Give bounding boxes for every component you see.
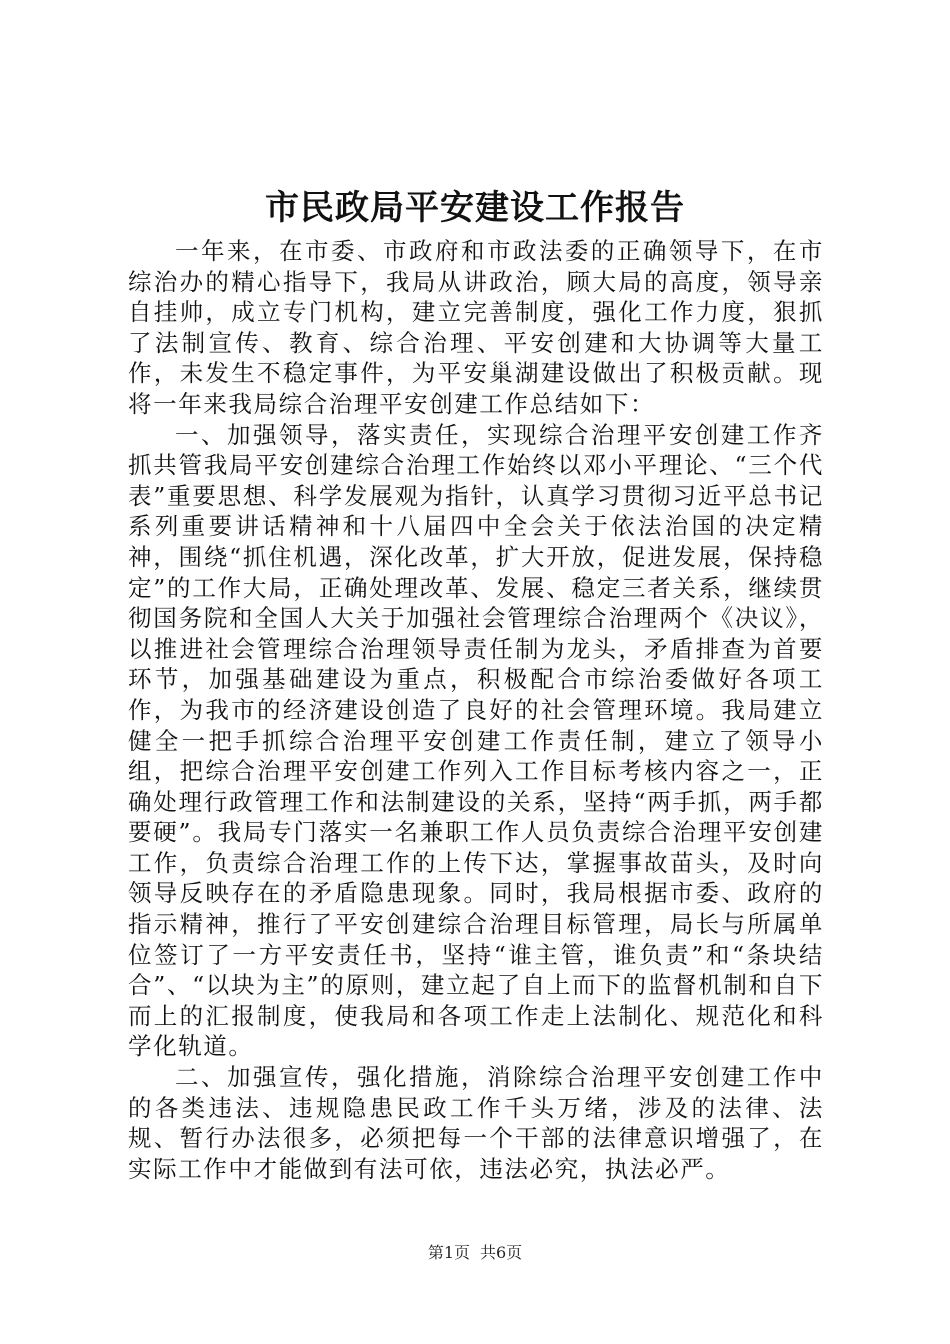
document-title: 市民政局平安建设工作报告 bbox=[265, 188, 685, 228]
document-body bbox=[128, 236, 824, 1184]
page-number: 第1页 bbox=[427, 1243, 470, 1262]
paragraph-intro: 一年来，在市委、市政府和市政法委的正确领导下，在市综治办的精心指导下，我局从讲政治，顾大局的高度，领导亲自挂帅，成立专门机构，建立完善制度，强化工作力度，狠抓了法制宣传、教育、综合治理、平安创建和大协调等大量工作，未发生不稳定事件，为平安巢湖建设做出了积极贡献。现将一年来我局综合治理平安创建工作总结如下： bbox=[128, 237, 824, 418]
paragraph-section-2: 二、加强宣传，强化措施，消除综合治理平安创建工作中的各类违法、违规隐患民政工作千头万绪，涉及的法律、法规、暂行办法很多，必须把每一个干部的法律意识增强了，在实际工作中才能做到有法可依，违法必究，执法必严。 bbox=[128, 1063, 824, 1183]
page-footer bbox=[0, 1243, 950, 1263]
paragraph-section-1: 一、加强领导，落实责任，实现综合治理平安创建工作齐抓共管我局平安创建综合治理工作始终以邓小平理论、“三个代表”重要思想、科学发展观为指针，认真学习贯彻习近平总书记系列重要讲话精神和十八届四中全会关于依法治国的决定精神，围绕“抓住机遇，深化改革，扩大开放，促进发展，保持稳定”的工作大局，正确处理改革、发展、稳定三者关系，继续贯彻国务院和全国人大关于加强社会管理综合治理两个《决议》，以推进社会管理综合治理领导责任制为龙头，矛盾排查为首要环节，加强基础建设为重点，积极配合市综治委做好各项工作，为我市的经济建设创造了良好的社会管理环境。我局建立健全一把手抓综合治理平安创建工作责任制，建立了领导小组，把综合治理平安创建工作列入工作目标考核内容之一，正确处理行政管理工作和法制建设的关系，坚持“两手抓，两手都要硬”。我局专门落实一名兼职工作人员负责综合治理平安创建工作，负责综合治理工作的上传下达，掌握事故苗头，及时向领导反映存在的矛盾隐患现象。同时，我局根据市委、政府的指示精神，推行了平安创建综合治理目标管理，局长与所属单位签订了一方平安责任书，坚持“谁主管，谁负责”和“条块结合”、“以块为主”的原则，建立起了自上而下的监督机制和自下而上的汇报制度，使我局和各项工作走上法制化、规范化和科学化轨道。 bbox=[128, 420, 824, 1061]
page-total: 共6页 bbox=[480, 1243, 523, 1262]
